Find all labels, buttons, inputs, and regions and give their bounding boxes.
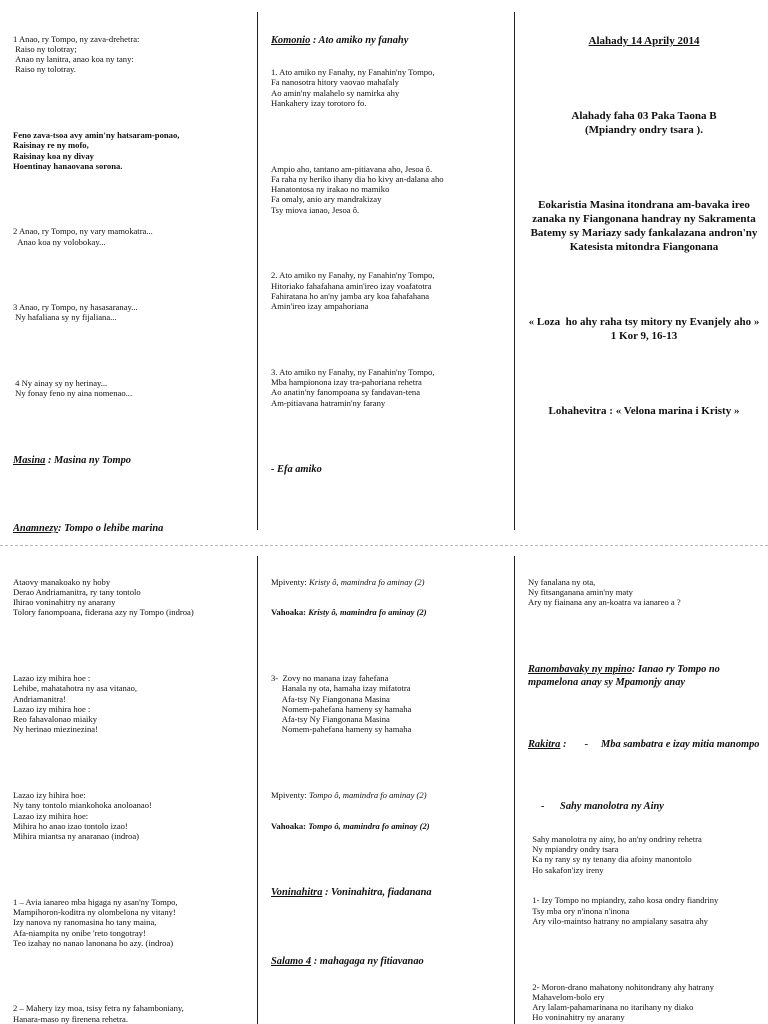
column-cover xyxy=(528,13,760,533)
hymn-verse: 2. Ato amiko ny Fanahy, ny Fanahin'ny Tompo, Hitoriako fahafahana amin'ireo izay voafatotra Fahiratana ho an'ny jamba ary koa fahafahana Amin'ireo izay ampahoriana xyxy=(271,270,435,312)
column-divider xyxy=(514,12,515,530)
hymn-verse: 1- Izy Tompo no mpiandry, zaho kosa ondry fiandriny Tsy mba ory n'inona n'inona Ary vilo-maintso hatrany no ampialany sasatra ahy xyxy=(532,895,719,927)
scripture-quote: « Loza ho ahy raha tsy mitory ny Evanjely aho » 1 Kor 9, 16-13 xyxy=(528,316,760,343)
section-heading: Masina : Masina ny Tompo xyxy=(13,454,131,466)
section-heading: - Efa amiko xyxy=(271,463,322,475)
hymn-chorus: Lazao izy mihira hoe : Lehibe, mahatahotra ny asa vitanao, Andriamanitra! Lazao izy mihira hoe : Reo fahavalonao miaiky Ny herinao miezinezina! xyxy=(13,672,138,735)
hymn-verse: 4 Ny ainay sy ny herinay... Ny fonay feno ny aina nomenao... xyxy=(15,377,133,399)
column-divider xyxy=(257,12,258,530)
column-entrance-hymn xyxy=(13,556,253,1024)
hymn-chorus: Sahy manolotra ny ainy, ho an'ny ondriny rehetra Ny mpiandry ondry tsara Ka ny rany sy ny tenany dia afoiny manontolo Ho sakafon'izy ireny xyxy=(532,833,702,875)
hymn-verse: 2- Moron-drano mahatony nohitondrany ahy hatrany Mahavelom-bolo ery Ary lalam-pahamarinana no itarihany ny diako Ho voninahitry ny anarany xyxy=(532,981,714,1023)
hymn-verse: 3- Zovy no manana izay fahefana Hanala ny ota, hamaha izay mifatotra Afa-tsy Ny Fiangonana Masina Nomem-pahefana hameny sy hamaha Afa-tsy Ny Fiangonana Masina Nomem-pahefana hameny sy hamaha xyxy=(271,672,412,735)
creed-text: Ny fanalana ny ota, Ny fitsanganana amin'ny maty Ary ny fiainana any an-koatra va ianareo a ? xyxy=(528,576,681,608)
section-heading: Salamo 4 : mahagaga ny fitiavanao xyxy=(271,955,424,967)
hymn-verse: 3. Ato amiko ny Fanahy, ny Fanahin'ny Tompo, Mba hampionona izay tra-pahoriana rehetra Ao anatin'ny fanompoana sy fandavan-tena Am-pitiavana hatramin'ny farany xyxy=(271,366,435,408)
column-offering xyxy=(528,556,760,1024)
section-heading: Rakitra : - Mba sambatra e izay mitia manompo xyxy=(528,738,760,750)
response-line: Mpiventy: Tompo ô, mamindra fo aminay (2) xyxy=(271,789,427,800)
page-title: Alahady faha 03 Paka Taona B (Mpiandry ondry tsara ). xyxy=(571,109,717,136)
hymn-verse: 1 – Avia ianareo mba higaga ny asan'ny Tompo, Mampihoron-koditra ny olombelona ny vitany! Izy nanova ny ranomasina ho tany maina, Afa-niampita ny onibe 'reto tongotray! Teo izahay no nanao lanonana ho azy. (indroa) xyxy=(13,896,178,948)
column-offertory xyxy=(13,13,253,533)
fold-divider xyxy=(0,545,768,546)
page-date: Alahady 14 Aprily 2014 xyxy=(588,34,700,47)
theme-line: Lohahevitra : « Velona marina i Kristy » xyxy=(548,405,740,418)
hymn-chorus: Lazao izy hihira hoe: Ny tany tontolo miankohoka anoloanao! Lazao izy mihira hoe: Mihira ho anao izao tontolo izao! Mihira miantsa ny anaranao (indroa) xyxy=(13,789,152,842)
section-heading: Voninahitra : Voninahitra, fiadanana xyxy=(271,887,432,899)
hymn-chorus: Ataovy manakoako ny hoby Derao Andriamanitra, ry tany tontolo Ihirao voninahitry ny anarany Tolory fanompoana, fiderana azy ny Tompo (indroa) xyxy=(13,576,194,618)
hymn-verse: 2 – Mahery izy moa, tsisy fetra ny fahamboniany, Hanara-maso ny firenena rehetra. xyxy=(13,1003,184,1024)
hymn-verse: 1. Ato amiko ny Fanahy, ny Fanahin'ny Tompo, Fa nanosotra hitory vaovao mahafaly Ao amin'ny malahelo sy namirka ahy Hankahery izay torotoro fo. xyxy=(271,67,435,109)
column-communion xyxy=(271,13,507,533)
thanksgiving-label xyxy=(271,531,507,533)
page-description: Eokaristia Masina itondrana am-bavaka ireo zanaka ny Fiangonana handray ny Sakramenta Batemy sy Mariazy sady fankalazana andron'ny Katesista mitondra Fiangonana xyxy=(530,198,760,253)
response-line: Mpiventy: Kristy ô, mamindra fo aminay (2) xyxy=(271,576,425,587)
hymn-chorus: Ampio aho, tantano am-pitiavana aho, Jesoa ô. Fa raha ny heriko ihany dia ho kivy an-dalana aho Hanatontosa ny irakao no mamiko Fa omaly, anio ary mandrakizay Tsy miova ianao, Jesoa ô. xyxy=(271,163,444,215)
column-liturgy xyxy=(271,556,507,1024)
response-line: Vahoaka: Kristy ô, mamindra fo aminay (2) xyxy=(271,607,427,618)
section-subheading: - Sahy manolotra ny Ainy xyxy=(528,801,664,813)
hymn-verse: 3 Anao, ry Tompo, ny hasasaranay... Ny hafaliana sy ny fijaliana... xyxy=(13,302,138,323)
column-divider xyxy=(514,556,515,1024)
hymn-chorus: Feno zava-tsoa avy amin'ny hatsaram-ponao, Raisinay re ny mofo, Raisinay koa ny divay Hoentinay hanaovana sorona. xyxy=(13,129,180,171)
response-line: Vahoaka: Tompo ô, mamindra fo aminay (2) xyxy=(271,820,430,831)
section-heading: Ranombavaky ny mpino: Ianao ry Tompo no mpamelona anay sy Mpamonjy anay xyxy=(528,663,723,688)
hymn-verse: 1 Anao, ry Tompo, ny zava-drehetra: Raiso ny tolotray; Anao ny lanitra, anao koa ny tany: Raiso ny tolotray. xyxy=(13,33,140,75)
section-heading: Anamnezy: Tompo o lehibe marina xyxy=(13,522,164,533)
column-divider xyxy=(257,556,258,1024)
hymn-verse: 2 Anao, ry Tompo, ny vary mamokatra... Anao koa ny volobokay... xyxy=(13,226,153,247)
section-heading: Komonio : Ato amiko ny fanahy xyxy=(271,34,409,46)
